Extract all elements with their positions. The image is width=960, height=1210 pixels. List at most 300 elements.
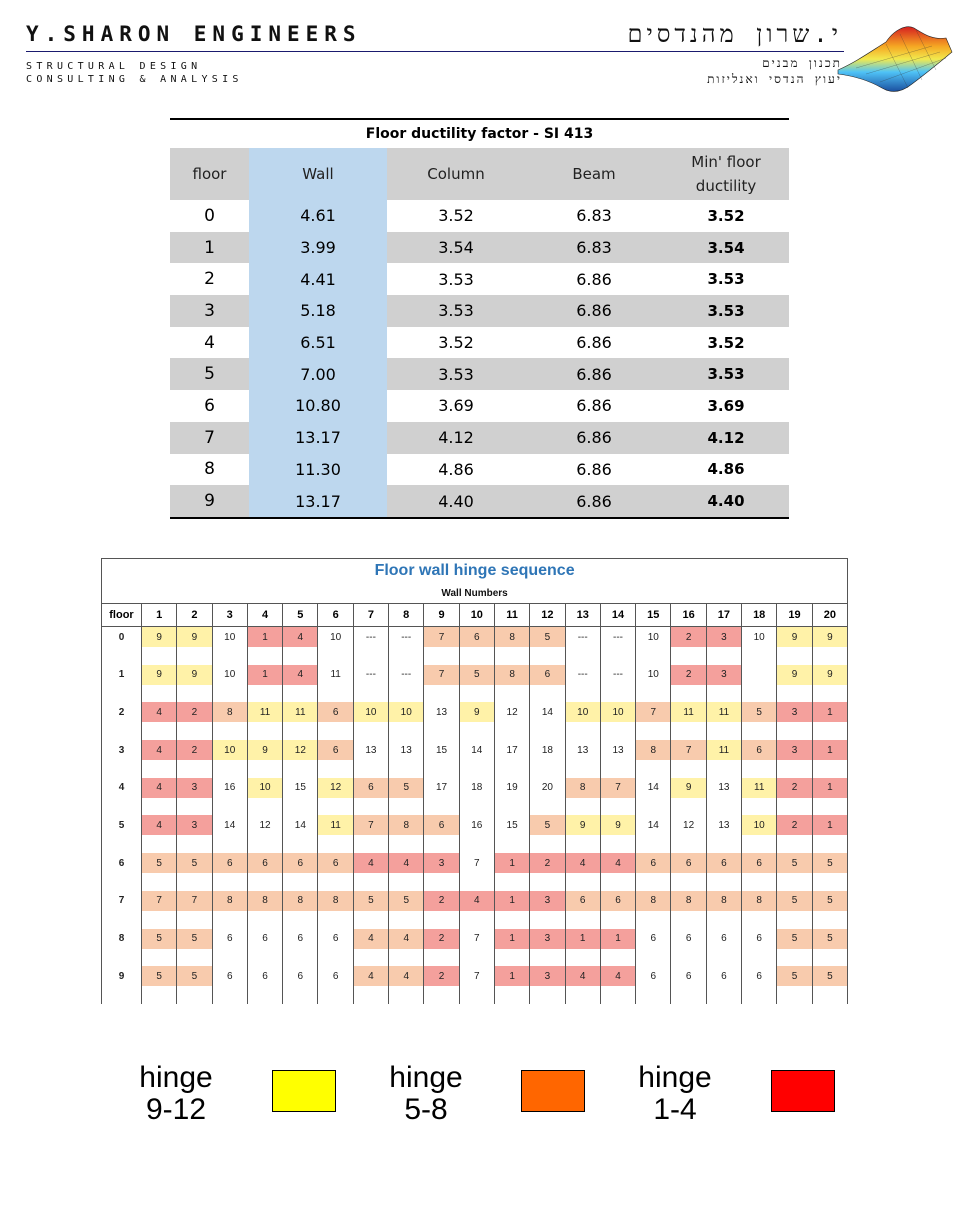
hinge-spacer-cell: [565, 911, 600, 929]
hinge-cell: 6: [636, 966, 671, 986]
hinge-col-wall: 20: [812, 604, 848, 627]
hinge-cell: 6: [530, 665, 565, 685]
hinge-cell: 13: [600, 740, 635, 760]
legend-line: hinge: [638, 1061, 712, 1094]
hinge-spacer-cell: [459, 722, 494, 740]
hinge-cell: 4: [283, 627, 318, 648]
hinge-cell: 6: [742, 740, 777, 760]
ductility-cell-floor: 4: [204, 332, 215, 353]
hinge-cell: 7: [142, 891, 177, 911]
hinge-cell: 2: [177, 702, 212, 722]
hinge-spacer-cell: [777, 647, 812, 665]
hinge-cell: ---: [353, 665, 388, 685]
hinge-cell: 5: [812, 929, 848, 949]
hinge-spacer-cell: [636, 873, 671, 891]
hinge-col-wall: 14: [600, 604, 635, 627]
hinge-cell: 10: [636, 627, 671, 648]
hinge-spacer-cell: [353, 722, 388, 740]
hinge-spacer-cell: [636, 911, 671, 929]
hinge-spacer-cell: [742, 798, 777, 816]
hinge-cell: 7: [459, 853, 494, 873]
hinge-cell: 6: [742, 853, 777, 873]
hinge-cell: 9: [177, 665, 212, 685]
hinge-cell: 16: [459, 815, 494, 835]
hinge-spacer-cell: [424, 685, 459, 703]
hinge-cell: 9: [247, 740, 282, 760]
hinge-floor-label: 2: [102, 702, 142, 722]
hinge-cell: 1: [247, 665, 282, 685]
hinge-cell: 8: [636, 740, 671, 760]
hinge-row: [102, 966, 848, 986]
hinge-spacer-row: [102, 835, 848, 853]
hinge-spacer-cell: [565, 835, 600, 853]
ductility-cell-wall: 11.30: [249, 454, 387, 486]
ductility-row: [170, 454, 789, 486]
hinge-floor-label: 8: [102, 929, 142, 949]
hinge-spacer-cell: [283, 949, 318, 967]
hinge-col-wall: 5: [283, 604, 318, 627]
legend-line: 1-4: [653, 1093, 697, 1126]
ductility-cell-min: 3.52: [707, 206, 745, 225]
hinge-spacer-cell: [671, 873, 706, 891]
hinge-spacer-cell: [777, 911, 812, 929]
ductility-row: [170, 390, 789, 422]
hinge-spacer-cell: [177, 647, 212, 665]
hinge-cell: 2: [777, 778, 812, 798]
hinge-cell: 4: [565, 853, 600, 873]
hinge-spacer-cell: [494, 798, 529, 816]
hinge-cell: 4: [600, 853, 635, 873]
hinge-spacer-cell: [565, 760, 600, 778]
hinge-cell: 8: [671, 891, 706, 911]
hinge-cell: 4: [353, 929, 388, 949]
legend-line: 9-12: [145, 1093, 207, 1126]
hinge-col-wall: 1: [142, 604, 177, 627]
hinge-cell: 6: [565, 891, 600, 911]
hinge-spacer-cell: [565, 949, 600, 967]
hinge-spacer-cell: [706, 647, 741, 665]
col-min-line2: ductility: [695, 177, 757, 195]
hinge-cell: 5: [777, 891, 812, 911]
hinge-cell: 1: [812, 778, 848, 798]
hinge-spacer-cell: [812, 949, 848, 967]
ductility-cell-wall: 13.17: [249, 485, 387, 518]
ductility-row: [170, 295, 789, 327]
hinge-spacer-cell: [812, 647, 848, 665]
hinge-cell: 7: [459, 929, 494, 949]
hinge-spacer-cell: [389, 647, 424, 665]
company-name-en: Y.SHARON ENGINEERS: [26, 22, 362, 46]
hinge-spacer-cell: [177, 798, 212, 816]
hinge-cell: 6: [318, 966, 353, 986]
hinge-table-subtitle: Wall Numbers: [102, 583, 848, 604]
hinge-spacer-cell: [636, 760, 671, 778]
hinge-cell: 9: [671, 778, 706, 798]
hinge-cell: 5: [353, 891, 388, 911]
hinge-spacer-cell: [706, 722, 741, 740]
hinge-cell: 7: [177, 891, 212, 911]
hinge-spacer-cell: [494, 722, 529, 740]
hinge-spacer-cell: [424, 760, 459, 778]
hinge-row: [102, 891, 848, 911]
hinge-cell: 8: [636, 891, 671, 911]
hinge-cell: 4: [389, 966, 424, 986]
ductility-row: [170, 232, 789, 264]
hinge-spacer-cell: [389, 873, 424, 891]
ductility-cell-floor: 5: [170, 358, 249, 390]
ductility-table-title: Floor ductility factor - SI 413: [170, 119, 789, 148]
hinge-spacer-cell: [530, 835, 565, 853]
hinge-spacer-cell: [424, 835, 459, 853]
hinge-spacer-cell: [565, 722, 600, 740]
hinge-spacer-cell: [530, 647, 565, 665]
ductility-row: [170, 358, 789, 390]
hinge-spacer-cell: [389, 949, 424, 967]
hinge-col-wall: 11: [494, 604, 529, 627]
ductility-cell-beam: 6.86: [576, 269, 612, 289]
hinge-row: [102, 702, 848, 722]
hinge-cell: 12: [494, 702, 529, 722]
hinge-spacer-cell: [353, 760, 388, 778]
hinge-col-wall: 16: [671, 604, 706, 627]
hinge-cell: 3: [530, 891, 565, 911]
hinge-cell: 11: [742, 778, 777, 798]
ductility-cell-column: 3.69: [438, 396, 474, 416]
hinge-cell: 9: [459, 702, 494, 722]
hinge-spacer-cell: [671, 986, 706, 1004]
ductility-cell-beam: 6.86: [525, 295, 663, 327]
hinge-spacer-cell: [283, 911, 318, 929]
hinge-cell: 1: [812, 815, 848, 835]
hinge-cell: 14: [212, 815, 247, 835]
ductility-cell-column: 3.52: [438, 333, 474, 353]
hinge-cell: 7: [353, 815, 388, 835]
hinge-cell: 6: [283, 853, 318, 873]
hinge-spacer-cell: [706, 986, 741, 1004]
hinge-spacer-cell: [459, 685, 494, 703]
hinge-cell: 1: [600, 929, 635, 949]
hinge-spacer-cell: [212, 986, 247, 1004]
hinge-row: [102, 665, 848, 685]
hinge-spacer-cell: [459, 986, 494, 1004]
hinge-spacer-cell: [671, 911, 706, 929]
hinge-cell: 6: [318, 929, 353, 949]
hinge-cell: 6: [671, 853, 706, 873]
hinge-cell: 9: [777, 627, 812, 648]
hinge-floor-label: 1: [102, 665, 142, 685]
hinge-spacer-cell: [459, 798, 494, 816]
hinge-cell: 11: [247, 702, 282, 722]
ductility-cell-wall: 13.17: [249, 422, 387, 454]
hinge-cell: 6: [318, 853, 353, 873]
hinge-cell: 6: [742, 929, 777, 949]
hinge-spacer-row: [102, 798, 848, 816]
ductility-cell-floor: 7: [170, 422, 249, 454]
ductility-cell-min: 3.52: [707, 333, 745, 352]
hinge-spacer-cell: [777, 949, 812, 967]
hinge-cell: 2: [424, 966, 459, 986]
hinge-spacer-cell: [494, 873, 529, 891]
hinge-spacer-cell: [389, 798, 424, 816]
hinge-spacer-cell: [102, 722, 142, 740]
hinge-floor-label: 7: [102, 891, 142, 911]
hinge-cell: 19: [494, 778, 529, 798]
hinge-spacer-cell: [247, 873, 282, 891]
hinge-cell: 13: [565, 740, 600, 760]
ductility-cell-column: 3.53: [438, 269, 474, 289]
hinge-col-wall: 7: [353, 604, 388, 627]
hinge-spacer-cell: [318, 647, 353, 665]
hinge-cell: ---: [600, 665, 635, 685]
hinge-cell: 10: [212, 665, 247, 685]
hinge-cell: 5: [812, 966, 848, 986]
hinge-spacer-row: [102, 911, 848, 929]
hinge-spacer-cell: [812, 722, 848, 740]
hinge-cell: 1: [812, 740, 848, 760]
hinge-spacer-cell: [494, 986, 529, 1004]
header-rule: [26, 51, 844, 52]
hinge-cell: 6: [459, 627, 494, 648]
hinge-spacer-cell: [424, 647, 459, 665]
hinge-spacer-cell: [353, 873, 388, 891]
hinge-cell: 15: [494, 815, 529, 835]
hinge-cell: 10: [247, 778, 282, 798]
hinge-cell: 6: [247, 966, 282, 986]
hinge-spacer-cell: [742, 760, 777, 778]
hinge-cell: 12: [247, 815, 282, 835]
hinge-cell: 9: [142, 665, 177, 685]
hinge-cell: 3: [530, 929, 565, 949]
tagline-he-2: יעוץ הנדסי ואנליזות: [707, 72, 842, 86]
ductility-cell-floor: 9: [170, 485, 249, 518]
hinge-spacer-cell: [424, 949, 459, 967]
hinge-cell: 8: [318, 891, 353, 911]
hinge-cell: 6: [353, 778, 388, 798]
hinge-cell: 8: [494, 627, 529, 648]
hinge-col-wall: 9: [424, 604, 459, 627]
hinge-spacer-cell: [777, 760, 812, 778]
hinge-cell: 13: [706, 815, 741, 835]
hinge-spacer-cell: [530, 949, 565, 967]
hinge-spacer-cell: [102, 835, 142, 853]
hinge-spacer-cell: [424, 911, 459, 929]
hinge-cell: 1: [494, 929, 529, 949]
hinge-spacer-cell: [318, 911, 353, 929]
hinge-spacer-cell: [142, 949, 177, 967]
hinge-spacer-cell: [247, 685, 282, 703]
hinge-cell: ---: [353, 627, 388, 648]
ductility-cell-beam: 6.86: [576, 333, 612, 353]
hinge-spacer-row: [102, 873, 848, 891]
hinge-spacer-cell: [142, 760, 177, 778]
hinge-spacer-cell: [742, 986, 777, 1004]
hinge-cell: 2: [177, 740, 212, 760]
hinge-col-wall: 17: [706, 604, 741, 627]
hinge-spacer-cell: [177, 835, 212, 853]
hinge-spacer-cell: [318, 798, 353, 816]
hinge-spacer-cell: [102, 647, 142, 665]
hinge-cell: 8: [742, 891, 777, 911]
hinge-row: [102, 740, 848, 760]
hinge-spacer-cell: [530, 873, 565, 891]
hinge-cell: 16: [212, 778, 247, 798]
hinge-spacer-cell: [177, 986, 212, 1004]
hinge-floor-label: 5: [102, 815, 142, 835]
hinge-spacer-cell: [494, 835, 529, 853]
hinge-cell: 5: [142, 966, 177, 986]
hinge-spacer-cell: [671, 685, 706, 703]
hinge-cell: 12: [318, 778, 353, 798]
ductility-cell-wall: 6.51: [249, 327, 387, 359]
ductility-cell-wall: 3.99: [249, 232, 387, 264]
ductility-cell-min: 4.40: [663, 485, 789, 518]
hinge-cell: 14: [636, 815, 671, 835]
col-floor: floor: [170, 148, 249, 200]
ductility-cell-min: 3.53: [663, 358, 789, 390]
company-name-he: י.שרון מהנדסים: [627, 20, 842, 48]
hinge-spacer-cell: [212, 798, 247, 816]
hinge-spacer-cell: [389, 760, 424, 778]
hinge-cell: 6: [742, 966, 777, 986]
hinge-cell: 1: [494, 891, 529, 911]
hinge-cell: 10: [318, 627, 353, 648]
ductility-cell-beam: 6.83: [525, 232, 663, 264]
ductility-row: [170, 327, 789, 359]
hinge-cell: 7: [671, 740, 706, 760]
hinge-spacer-cell: [424, 722, 459, 740]
hinge-spacer-cell: [600, 835, 635, 853]
hinge-spacer-cell: [530, 685, 565, 703]
hinge-spacer-cell: [212, 949, 247, 967]
hinge-spacer-cell: [247, 647, 282, 665]
hinge-spacer-cell: [530, 722, 565, 740]
hinge-cell: 1: [494, 966, 529, 986]
hinge-spacer-cell: [812, 873, 848, 891]
hinge-cell: 5: [530, 815, 565, 835]
hinge-cell: 7: [600, 778, 635, 798]
hinge-cell: 4: [389, 929, 424, 949]
hinge-cell: ---: [565, 665, 600, 685]
hinge-cell: 5: [777, 853, 812, 873]
col-wall: Wall: [249, 148, 387, 200]
surface-plot-logo: [836, 22, 954, 96]
hinge-spacer-cell: [777, 798, 812, 816]
hinge-spacer-row: [102, 986, 848, 1004]
hinge-spacer-cell: [530, 911, 565, 929]
hinge-cell: 1: [565, 929, 600, 949]
hinge-cell: 18: [530, 740, 565, 760]
ductility-cell-beam: 6.86: [525, 485, 663, 518]
hinge-spacer-cell: [530, 986, 565, 1004]
legend-line: 5-8: [404, 1093, 448, 1126]
hinge-spacer-cell: [706, 949, 741, 967]
hinge-cell: 4: [142, 815, 177, 835]
hinge-cell: 12: [671, 815, 706, 835]
hinge-cell: ---: [389, 627, 424, 648]
hinge-col-wall: 6: [318, 604, 353, 627]
hinge-spacer-cell: [102, 798, 142, 816]
hinge-spacer-cell: [459, 647, 494, 665]
hinge-cell: 10: [353, 702, 388, 722]
hinge-spacer-cell: [353, 835, 388, 853]
hinge-cell: 4: [565, 966, 600, 986]
hinge-cell: 8: [247, 891, 282, 911]
hinge-cell: 6: [600, 891, 635, 911]
hinge-spacer-cell: [389, 911, 424, 929]
hinge-cell: 8: [212, 702, 247, 722]
legend-label-5-8: [378, 1062, 474, 1126]
ductility-cell-wall: 10.80: [249, 390, 387, 422]
hinge-cell: 4: [600, 966, 635, 986]
hinge-spacer-cell: [636, 798, 671, 816]
tagline-he-1: תכנון מבנים: [762, 56, 842, 70]
hinge-cell: 11: [706, 702, 741, 722]
hinge-cell: 15: [283, 778, 318, 798]
hinge-spacer-cell: [247, 835, 282, 853]
hinge-cell: 6: [671, 929, 706, 949]
hinge-spacer-cell: [283, 873, 318, 891]
hinge-cell: 7: [636, 702, 671, 722]
hinge-cell: 3: [424, 853, 459, 873]
hinge-spacer-cell: [812, 798, 848, 816]
hinge-spacer-cell: [812, 986, 848, 1004]
hinge-col-wall: 13: [565, 604, 600, 627]
hinge-spacer-cell: [212, 911, 247, 929]
hinge-row: [102, 778, 848, 798]
hinge-cell: 3: [177, 778, 212, 798]
hinge-spacer-cell: [777, 685, 812, 703]
hinge-spacer-cell: [636, 685, 671, 703]
hinge-spacer-cell: [177, 760, 212, 778]
hinge-spacer-cell: [459, 949, 494, 967]
hinge-cell: 14: [530, 702, 565, 722]
hinge-spacer-cell: [636, 835, 671, 853]
hinge-spacer-cell: [706, 911, 741, 929]
hinge-spacer-cell: [318, 685, 353, 703]
legend-line: hinge: [389, 1061, 463, 1094]
legend-label-1-4: [627, 1062, 723, 1126]
hinge-spacer-cell: [212, 760, 247, 778]
hinge-cell: 10: [600, 702, 635, 722]
hinge-spacer-cell: [600, 685, 635, 703]
hinge-cell: 6: [318, 740, 353, 760]
hinge-cell: ---: [389, 665, 424, 685]
ductility-cell-wall: 4.41: [249, 263, 387, 295]
hinge-col-wall: 12: [530, 604, 565, 627]
ductility-cell-column: 3.53: [387, 295, 525, 327]
hinge-row: [102, 627, 848, 648]
legend-swatch-red: [771, 1070, 835, 1112]
ductility-cell-beam: 6.86: [525, 358, 663, 390]
hinge-cell: 3: [177, 815, 212, 835]
hinge-floor-label: 0: [102, 627, 142, 648]
hinge-cell: 1: [247, 627, 282, 648]
hinge-spacer-cell: [283, 685, 318, 703]
hinge-spacer-cell: [812, 911, 848, 929]
hinge-spacer-cell: [389, 835, 424, 853]
hinge-cell: 2: [424, 929, 459, 949]
hinge-cell: 15: [424, 740, 459, 760]
hinge-cell: 6: [706, 853, 741, 873]
hinge-spacer-cell: [283, 760, 318, 778]
hinge-cell: 7: [459, 966, 494, 986]
hinge-spacer-cell: [212, 685, 247, 703]
ductility-cell-column: 3.52: [438, 206, 474, 226]
hinge-spacer-cell: [389, 986, 424, 1004]
hinge-spacer-cell: [777, 722, 812, 740]
ductility-cell-column: 4.86: [438, 459, 474, 479]
hinge-cell: 4: [142, 778, 177, 798]
